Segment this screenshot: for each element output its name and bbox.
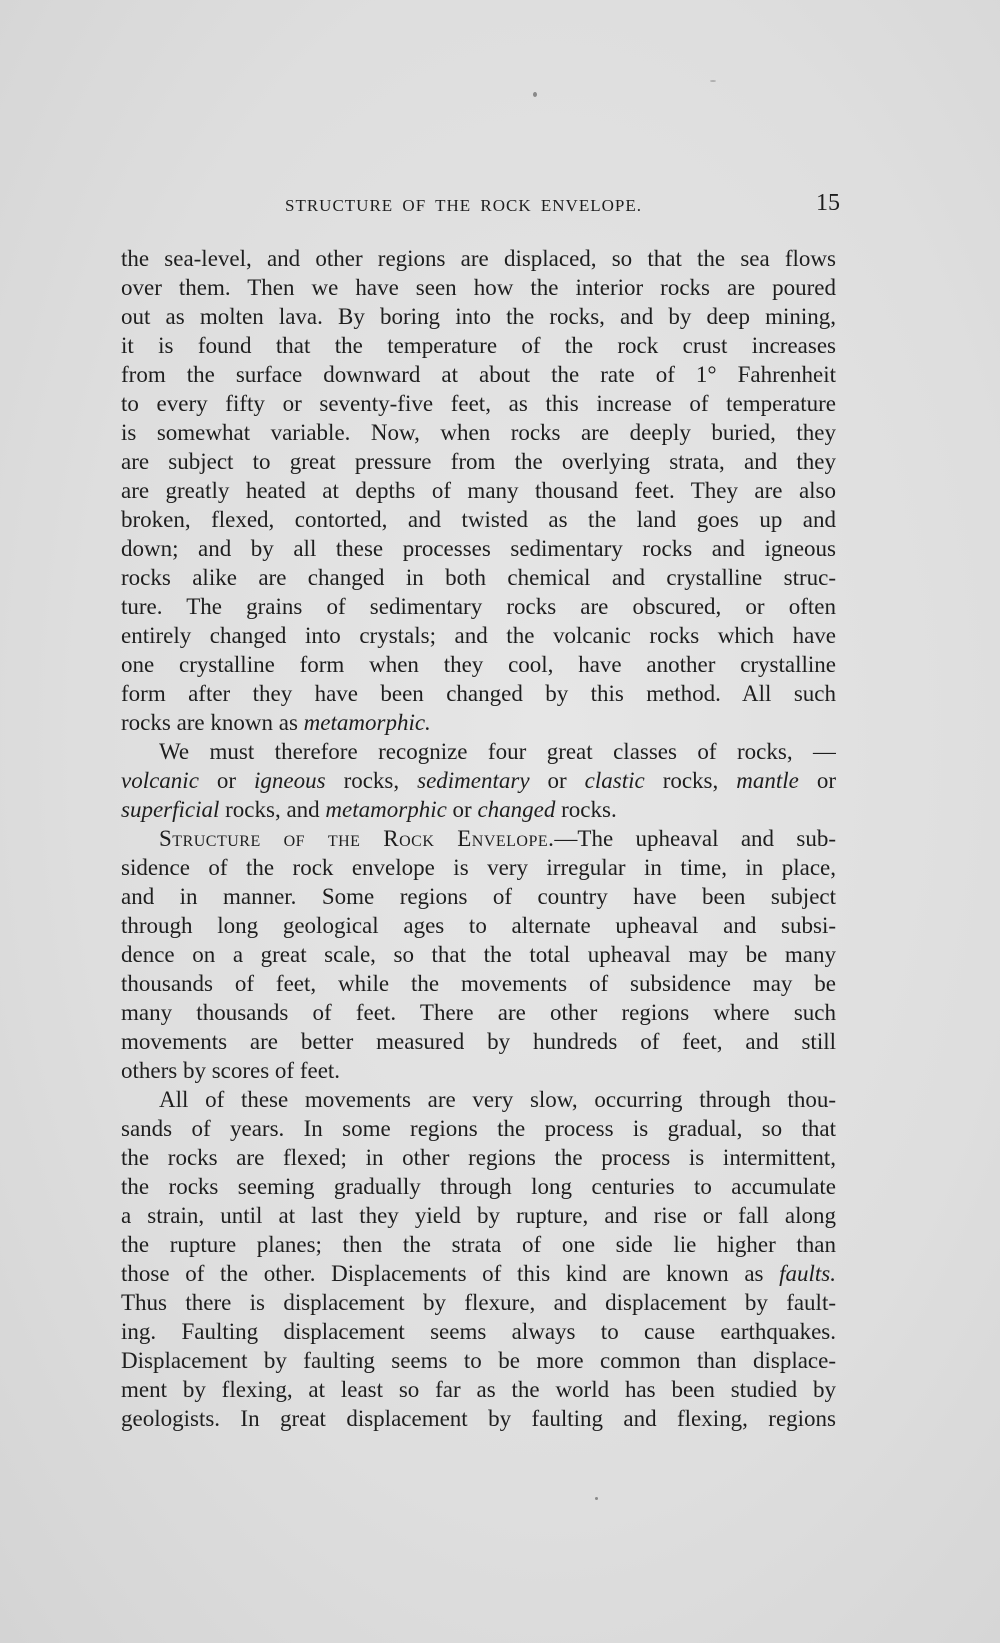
- text-run: —The upheaval and sub-: [554, 826, 836, 851]
- text-line: [121, 1259, 836, 1288]
- text-line: sands of years. In some regions the process is gradual, so that: [121, 1116, 836, 1141]
- text-run: those of the other. Displacements of this kind are known as: [121, 1261, 764, 1286]
- italic-term: igneous: [254, 768, 326, 793]
- ink-speck: [710, 80, 716, 82]
- body-text: [121, 244, 836, 1433]
- text-line: geologists. In great displacement by faulting and flexing, regions: [121, 1406, 836, 1431]
- text-line: We must therefore recognize four great classes of rocks, —: [159, 739, 836, 764]
- text-run: rocks, and: [219, 797, 326, 822]
- page-header: [120, 190, 840, 222]
- text-line: the sea-level, and other regions are displaced, so that the sea flows: [121, 246, 836, 271]
- text-line: ing. Faulting displacement seems always to cause earthquakes.: [121, 1319, 836, 1344]
- text-run: or: [798, 768, 836, 793]
- italic-term: volcanic: [121, 768, 199, 793]
- ink-speck: [533, 92, 537, 97]
- running-head: STRUCTURE OF THE ROCK ENVELOPE.: [285, 196, 642, 215]
- section-heading: Structure of the Rock Envelope.: [159, 826, 555, 851]
- text-line: movements are better measured by hundreds of feet, and still: [121, 1029, 836, 1054]
- text-line: the rocks seeming gradually through long centuries to accumulate: [121, 1174, 836, 1199]
- italic-term: mantle: [736, 768, 799, 793]
- italic-term: metamorphic: [325, 797, 447, 822]
- text-line: a strain, until at last they yield by rupture, and rise or fall along: [121, 1203, 836, 1228]
- text-run: rocks.: [555, 797, 617, 822]
- text-line: ture. The grains of sedimentary rocks are obscured, or often: [121, 594, 836, 619]
- italic-term: faults.: [779, 1261, 836, 1286]
- text-line: form after they have been changed by this method. All such: [121, 681, 836, 706]
- page-number: 15: [816, 190, 840, 216]
- text-run: rocks,: [325, 768, 418, 793]
- text-run: or: [446, 797, 478, 822]
- text-line: the rocks are flexed; in other regions the process is intermittent,: [121, 1145, 836, 1170]
- text-line: ment by flexing, at least so far as the world has been studied by: [121, 1377, 836, 1402]
- text-line: to every fifty or seventy-five feet, as this increase of temperature: [121, 391, 836, 416]
- text-line: one crystalline form when they cool, have another crystalline: [121, 652, 836, 677]
- text-line: many thousands of feet. There are other regions where such: [121, 1000, 836, 1025]
- text-line: [121, 766, 836, 795]
- text-line: through long geological ages to alternate upheaval and subsi-: [121, 913, 836, 938]
- text-line: and in manner. Some regions of country have been subject: [121, 884, 836, 909]
- text-line: over them. Then we have seen how the interior rocks are poured: [121, 275, 836, 300]
- text-line: the rupture planes; then the strata of one side lie higher than: [121, 1232, 836, 1257]
- italic-term: superficial: [121, 797, 220, 822]
- ink-speck: [595, 1497, 598, 1500]
- text-line: is somewhat variable. Now, when rocks are deeply buried, they: [121, 420, 836, 445]
- text-run: rocks are known as: [121, 710, 298, 735]
- text-line: are greatly heated at depths of many thousand feet. They are also: [121, 478, 836, 503]
- text-line: it is found that the temperature of the rock crust increases: [121, 333, 836, 358]
- italic-term: changed: [477, 797, 556, 822]
- text-line: All of these movements are very slow, occurring through thou-: [159, 1087, 836, 1112]
- text-line: [121, 824, 836, 853]
- text-line: down; and by all these processes sedimentary rocks and igneous: [121, 536, 836, 561]
- text-line: thousands of feet, while the movements of subsidence may be: [121, 971, 836, 996]
- text-line: others by scores of feet.: [121, 1058, 341, 1083]
- text-line: sidence of the rock envelope is very irregular in time, in place,: [121, 855, 836, 880]
- italic-term: sedimentary: [417, 768, 530, 793]
- text-line: entirely changed into crystals; and the volcanic rocks which have: [121, 623, 836, 648]
- text-line: [121, 708, 836, 737]
- italic-term: metamorphic.: [303, 710, 431, 735]
- text-line: from the surface downward at about the rate of 1° Fahrenheit: [121, 362, 836, 387]
- text-line: dence on a great scale, so that the total upheaval may be many: [121, 942, 836, 967]
- text-run: or: [529, 768, 585, 793]
- text-line: Thus there is displacement by flexure, and displacement by fault-: [121, 1290, 836, 1315]
- text-run: or: [198, 768, 255, 793]
- text-line: broken, flexed, contorted, and twisted as the land goes up and: [121, 507, 836, 532]
- italic-term: clastic: [584, 768, 645, 793]
- text-line: rocks alike are changed in both chemical and crystalline struc-: [121, 565, 836, 590]
- text-line: [121, 795, 836, 824]
- text-line: out as molten lava. By boring into the rocks, and by deep mining,: [121, 304, 836, 329]
- text-line: are subject to great pressure from the overlying strata, and they: [121, 449, 836, 474]
- text-line: Displacement by faulting seems to be more common than displace-: [121, 1348, 836, 1373]
- text-run: rocks,: [644, 768, 737, 793]
